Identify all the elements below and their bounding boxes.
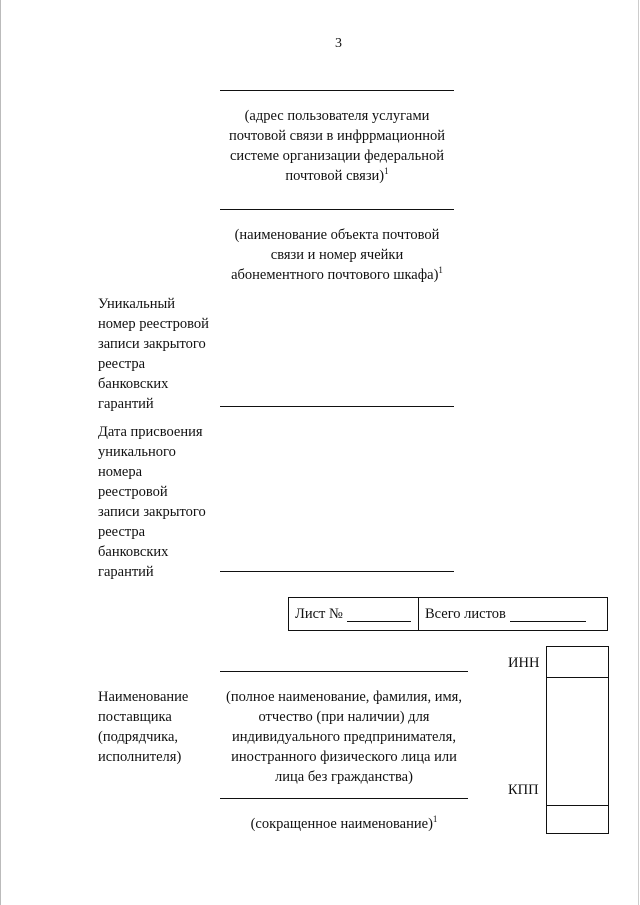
registry-date-label	[98, 422, 206, 582]
supplier-short-name-line	[220, 798, 468, 799]
full-name-caption-line: лица без гражданства)	[275, 769, 413, 785]
registry-number-label-line: Уникальный	[98, 296, 176, 312]
supplier-label	[98, 687, 188, 767]
registry-date-field-line	[220, 571, 454, 572]
address-caption-line	[200, 166, 474, 186]
supplier-full-name-line	[220, 671, 468, 672]
inn-value-separator	[546, 677, 609, 678]
postal-object-caption-line	[200, 265, 474, 285]
registry-number-label-line: банковских	[98, 376, 169, 392]
address-caption-line: системе организации федеральной	[230, 148, 444, 164]
supplier-label-line: поставщика	[98, 709, 172, 725]
sheet-number-label: Лист №	[295, 605, 343, 622]
sheet-number-input[interactable]	[347, 607, 411, 622]
supplier-label-line: Наименование	[98, 689, 189, 705]
address-caption-line: почтовой связи в инфррмационной	[228, 128, 446, 144]
supplier-label-line: (подрядчика,	[98, 729, 179, 745]
full-name-caption	[206, 687, 482, 787]
registry-date-label-line: уникального	[98, 444, 176, 460]
registry-date-label-line: банковских	[98, 544, 169, 560]
page-right-edge	[638, 0, 639, 905]
registry-date-label-line: номера	[98, 464, 143, 480]
registry-number-label-line: записи закрытого	[98, 336, 206, 352]
kpp-label: КПП	[508, 782, 539, 798]
postal-object-field-line	[220, 209, 454, 210]
registry-date-label-line: реестровой	[98, 484, 168, 500]
address-field-line	[220, 90, 454, 91]
full-name-caption-line: индивидуального предпринимателя,	[232, 729, 456, 745]
registry-date-label-line: Дата присвоения	[98, 424, 203, 440]
postal-object-caption-line: (наименование объекта почтовой	[234, 227, 440, 243]
sheet-count-box	[288, 597, 608, 631]
sheet-number-cell	[289, 598, 419, 630]
kpp-value-separator	[546, 805, 609, 806]
short-name-caption	[206, 814, 482, 834]
postal-object-caption-line: связи и номер ячейки	[270, 247, 404, 263]
address-caption	[200, 106, 474, 186]
full-name-caption-line: иностранного физического лица или	[231, 749, 457, 765]
footnote-mark: 1	[384, 166, 389, 176]
registry-date-label-line: реестра	[98, 524, 146, 540]
total-sheets-input[interactable]	[510, 607, 586, 622]
registry-number-field-line	[220, 406, 454, 407]
registry-number-label-line: гарантий	[98, 396, 154, 412]
full-name-caption-line: (полное наименование, фамилия, имя,	[226, 689, 462, 705]
address-caption-line-text: почтовой связи)	[285, 168, 385, 184]
page-left-edge	[0, 0, 1, 905]
postal-object-caption	[200, 225, 474, 285]
inn-label: ИНН	[508, 655, 540, 671]
total-sheets-label: Всего листов	[425, 605, 506, 622]
registry-number-label-line: реестра	[98, 356, 146, 372]
supplier-label-line: исполнителя)	[98, 749, 182, 765]
full-name-caption-line: отчество (при наличии) для	[258, 709, 430, 725]
footnote-mark: 1	[432, 814, 438, 824]
footnote-mark: 1	[438, 265, 443, 275]
registry-date-label-line: записи закрытого	[98, 504, 206, 520]
registry-date-label-line: гарантий	[98, 564, 154, 580]
short-name-caption-text: (сокращенное наименование)	[250, 816, 433, 832]
postal-object-caption-line-text: абонементного почтового шкафа)	[231, 267, 439, 283]
page-number: 3	[335, 36, 342, 51]
registry-number-label	[98, 294, 209, 414]
total-sheets-cell	[419, 598, 607, 630]
address-caption-line: (адрес пользователя услугами	[244, 108, 430, 124]
registry-number-label-line: номер реестровой	[98, 316, 209, 332]
